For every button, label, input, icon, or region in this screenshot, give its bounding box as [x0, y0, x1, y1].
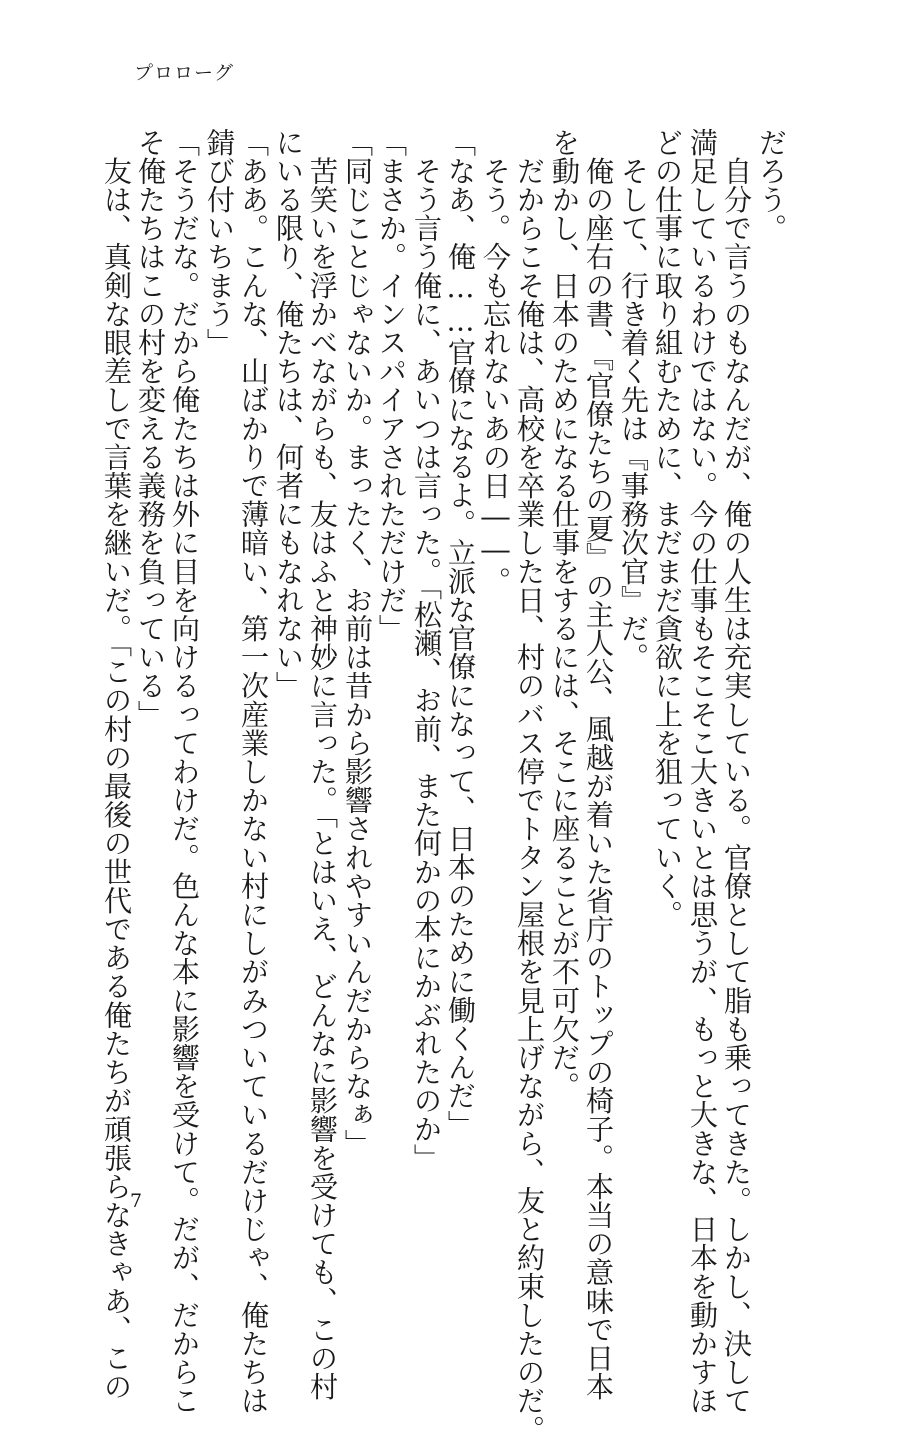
text-line: 「そうだな。だから俺たちは外に目を向けるってわけだ。色んな本に影響を受けて。だが、だからこ	[168, 128, 201, 1415]
text-line: 「まさか。インスパイアされただけだ」	[375, 128, 408, 643]
text-line: にいる限り、俺たちは、何者にもなれない」	[272, 128, 305, 700]
text-line: 錆び付いちまう」	[203, 128, 236, 357]
text-line: だろう。	[755, 128, 788, 243]
page-number: 7	[130, 1190, 143, 1212]
running-head: プロローグ	[134, 62, 235, 84]
text-line: 友は、真剣な眼差しで言葉を継いだ。「この村の最後の世代である俺たちが頑張らなきゃあ、この	[100, 128, 133, 1401]
text-line: そして、行き着く先は『事務次官』だ。	[617, 128, 650, 672]
text-line: 「なあ、俺……官僚になるよ。立派な官僚になって、日本のために働くんだ」	[444, 128, 477, 1139]
text-line: そう。今も忘れないあの日――。	[479, 128, 512, 596]
body-text	[100, 128, 788, 1444]
text-line: 苦笑いを浮かべながらも、友はふと神妙に言った。「とはいえ、どんなに影響を受けても、この村	[306, 128, 339, 1401]
text-line: 俺の座右の書、『官僚たちの夏』の主人公、風越が着いた省庁のトップの椅子。本当の意味で日本	[582, 128, 615, 1401]
text-line: を動かし、日本のためになる仕事をするには、そこに座ることが不可欠だ。	[548, 128, 581, 1101]
text-line: 「同じことじゃないか。まったく、お前は昔から影響されやすいんだからなぁ」	[341, 128, 374, 1158]
text-line: 満足しているわけではない。今の仕事もそこそこ大きいとは思うが、もっと大きな、日本を動かすほ	[686, 128, 719, 1415]
text-line: 「ああ。こんな、山ばかりで薄暗い、第一次産業しかない村にしがみついているだけじゃ、俺たちは	[237, 128, 270, 1415]
text-line: 自分で言うのもなんだが、俺の人生は充実している。官僚として脂も乗ってきた。しかし、決して	[720, 128, 753, 1415]
text-line: どの仕事に取り組むために、まだまだ貪欲に上を狙っていく。	[651, 128, 684, 929]
text-line: そう言う俺に、あいつは言った。「松瀬、お前、また何かの本にかぶれたのか」	[410, 128, 443, 1173]
text-line: そ俺たちはこの村を変える義務を負っている」	[134, 128, 167, 729]
text-line: だからこそ俺は、高校を卒業した日、村のバス停でトタン屋根を見上げながら、友と約束したのだ。	[513, 128, 546, 1444]
